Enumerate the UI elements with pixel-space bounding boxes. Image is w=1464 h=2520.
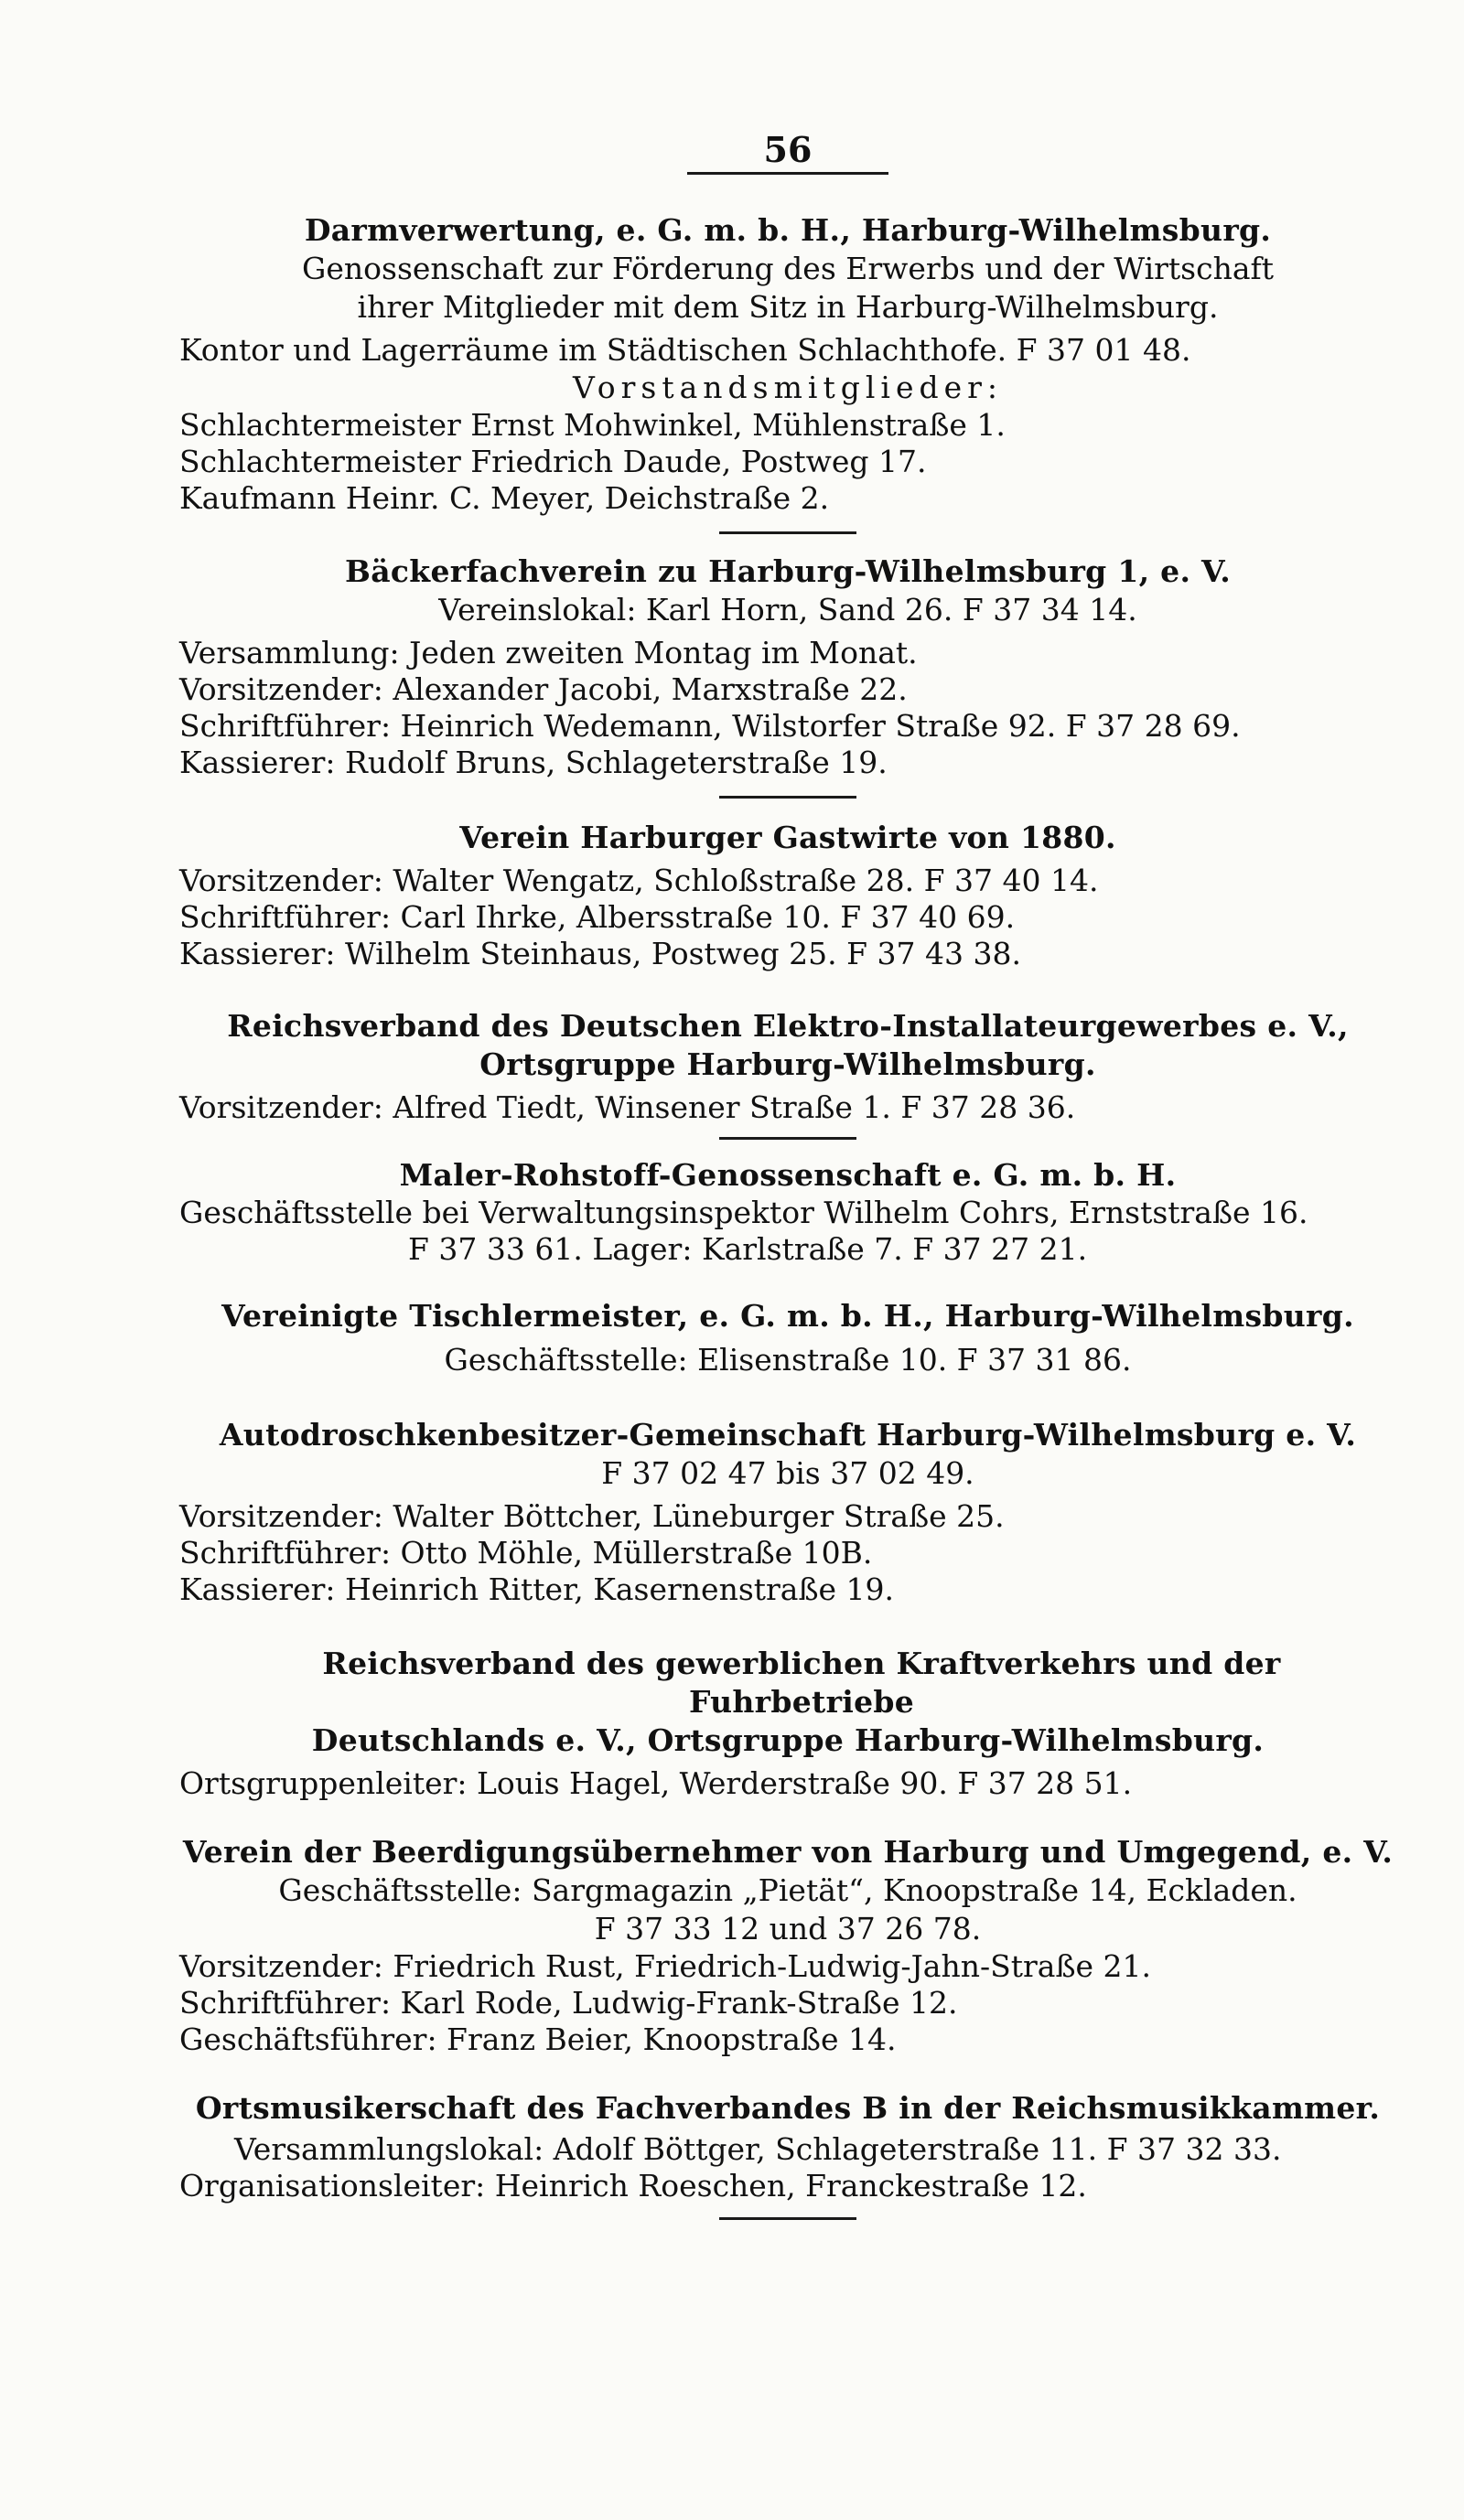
separator-rule	[719, 1137, 856, 1140]
entry-line: Schlachtermeister Friedrich Daude, Postweg 17.	[179, 444, 927, 479]
entry-line: ihrer Mitglieder mit dem Sitz in Harburg-Wilhelmsburg.	[357, 289, 1219, 325]
entry-line: Vorsitzender: Alfred Tiedt, Winsener Straße 1. F 37 28 36.	[179, 1089, 1076, 1125]
entry-line: Geschäftsstelle: Elisenstraße 10. F 37 31 86.	[444, 1342, 1132, 1378]
entry-line: Genossenschaft zur Förderung des Erwerbs und der Wirtschaft	[302, 251, 1274, 286]
entry-line: Schriftführer: Heinrich Wedemann, Wilstorfer Straße 92. F 37 28 69.	[179, 708, 1241, 744]
separator-rule	[719, 2217, 856, 2220]
separator-rule	[719, 796, 856, 799]
entry-beerdigungsuebernehmer	[179, 1833, 1396, 2058]
entry-heading-line2: Ortsgruppe Harburg-Wilhelmsburg.	[479, 1046, 1096, 1082]
entry-line: Kaufmann Heinr. C. Meyer, Deichstraße 2.	[179, 480, 830, 516]
entry-heading-line2: Deutschlands e. V., Ortsgruppe Harburg-Wilhelmsburg.	[311, 1722, 1265, 1758]
entry-heading: Reichsverband des gewerblichen Kraftverkehrs und der Fuhrbetriebe	[322, 1646, 1281, 1720]
entry-autodroschken	[179, 1416, 1396, 1608]
entry-line: Schlachtermeister Ernst Mohwinkel, Mühlenstraße 1.	[179, 407, 1006, 443]
entry-kraftverkehr	[179, 1645, 1396, 1802]
entry-elektro-installateure	[179, 1007, 1396, 1126]
entry-heading: Bäckerfachverein zu Harburg-Wilhelmsburg 1, e. V.	[345, 553, 1231, 589]
entry-heading: Verein Harburger Gastwirte von 1880.	[459, 820, 1116, 855]
entry-baeckerfachverein	[179, 552, 1396, 781]
entry-heading: Darmverwertung, e. G. m. b. H., Harburg-Wilhelmsburg.	[304, 212, 1272, 248]
entry-line: Vorsitzender: Friedrich Rust, Friedrich-Ludwig-Jahn-Straße 21.	[179, 1948, 1151, 1984]
entry-gastwirte	[179, 819, 1396, 972]
entry-subheading: Vorstandsmitglieder:	[572, 370, 1004, 405]
entry-heading: Maler-Rohstoff-Genossenschaft e. G. m. b. H.	[399, 1157, 1177, 1193]
entry-maler-rohstoff	[179, 1156, 1396, 1268]
entry-line: Kassierer: Heinrich Ritter, Kasernenstraße 19.	[179, 1571, 895, 1607]
entry-ortsmusikerschaft	[179, 2089, 1396, 2204]
entry-line: Vorsitzender: Walter Wengatz, Schloßstraße 28. F 37 40 14.	[179, 863, 1099, 898]
entry-line: Schriftführer: Otto Möhle, Müllerstraße 10B.	[179, 1535, 873, 1571]
entry-line: Versammlung: Jeden zweiten Montag im Monat.	[179, 635, 918, 670]
entry-tischlermeister	[179, 1297, 1396, 1379]
entry-line: Organisationsleiter: Heinrich Roeschen, Franckestraße 12.	[179, 2168, 1087, 2204]
entry-line: Kassierer: Wilhelm Steinhaus, Postweg 25. F 37 43 38.	[179, 936, 1021, 971]
entry-line: Kassierer: Rudolf Bruns, Schlageterstraße 19.	[179, 745, 888, 780]
entry-line: Geschäftsstelle bei Verwaltungsinspektor Wilhelm Cohrs, Ernststraße 16.	[179, 1195, 1308, 1230]
separator-rule	[719, 531, 856, 534]
entry-line: Geschäftsstelle: Sargmagazin „Pietät“, Knoopstraße 14, Eckladen.	[278, 1872, 1297, 1908]
entry-heading: Autodroschkenbesitzer-Gemeinschaft Harburg-Wilhelmsburg e. V.	[219, 1417, 1357, 1453]
entry-line: Versammlungslokal: Adolf Böttger, Schlageterstraße 11. F 37 32 33.	[234, 2131, 1282, 2167]
entry-line: F 37 33 61. Lager: Karlstraße 7. F 37 27 21.	[408, 1231, 1088, 1267]
entry-line: Schriftführer: Carl Ihrke, Albersstraße 10. F 37 40 69.	[179, 899, 1016, 935]
entry-line: Ortsgruppenleiter: Louis Hagel, Werderstraße 90. F 37 28 51.	[179, 1765, 1133, 1801]
entry-heading: Reichsverband des Deutschen Elektro-Installateurgewerbes e. V.,	[227, 1008, 1349, 1044]
entry-line: F 37 02 47 bis 37 02 49.	[601, 1455, 974, 1491]
entry-darmverwertung	[179, 211, 1396, 517]
entry-heading: Verein der Beerdigungsübernehmer von Harburg und Umgegend, e. V.	[182, 1834, 1394, 1870]
header-rule	[687, 172, 888, 175]
entry-line: Vereinslokal: Karl Horn, Sand 26. F 37 34 14.	[438, 592, 1137, 627]
entry-line: Geschäftsführer: Franz Beier, Knoopstraße 14.	[179, 2021, 897, 2057]
entry-line: Vorsitzender: Walter Böttcher, Lüneburger Straße 25.	[179, 1498, 1005, 1534]
page-content	[179, 130, 1396, 2220]
entry-line: F 37 33 12 und 37 26 78.	[594, 1911, 982, 1946]
entry-line: Schriftführer: Karl Rode, Ludwig-Frank-Straße 12.	[179, 1985, 958, 2021]
entry-heading: Vereinigte Tischlermeister, e. G. m. b. H., Harburg-Wilhelmsburg.	[221, 1298, 1354, 1334]
entry-line: Vorsitzender: Alexander Jacobi, Marxstraße 22.	[179, 671, 908, 707]
entry-heading: Ortsmusikerschaft des Fachverbandes B in der Reichsmusikkammer.	[195, 2090, 1381, 2126]
entry-line: Kontor und Lagerräume im Städtischen Schlachthofe. F 37 01 48.	[179, 332, 1191, 368]
page-number: 56	[763, 129, 813, 170]
